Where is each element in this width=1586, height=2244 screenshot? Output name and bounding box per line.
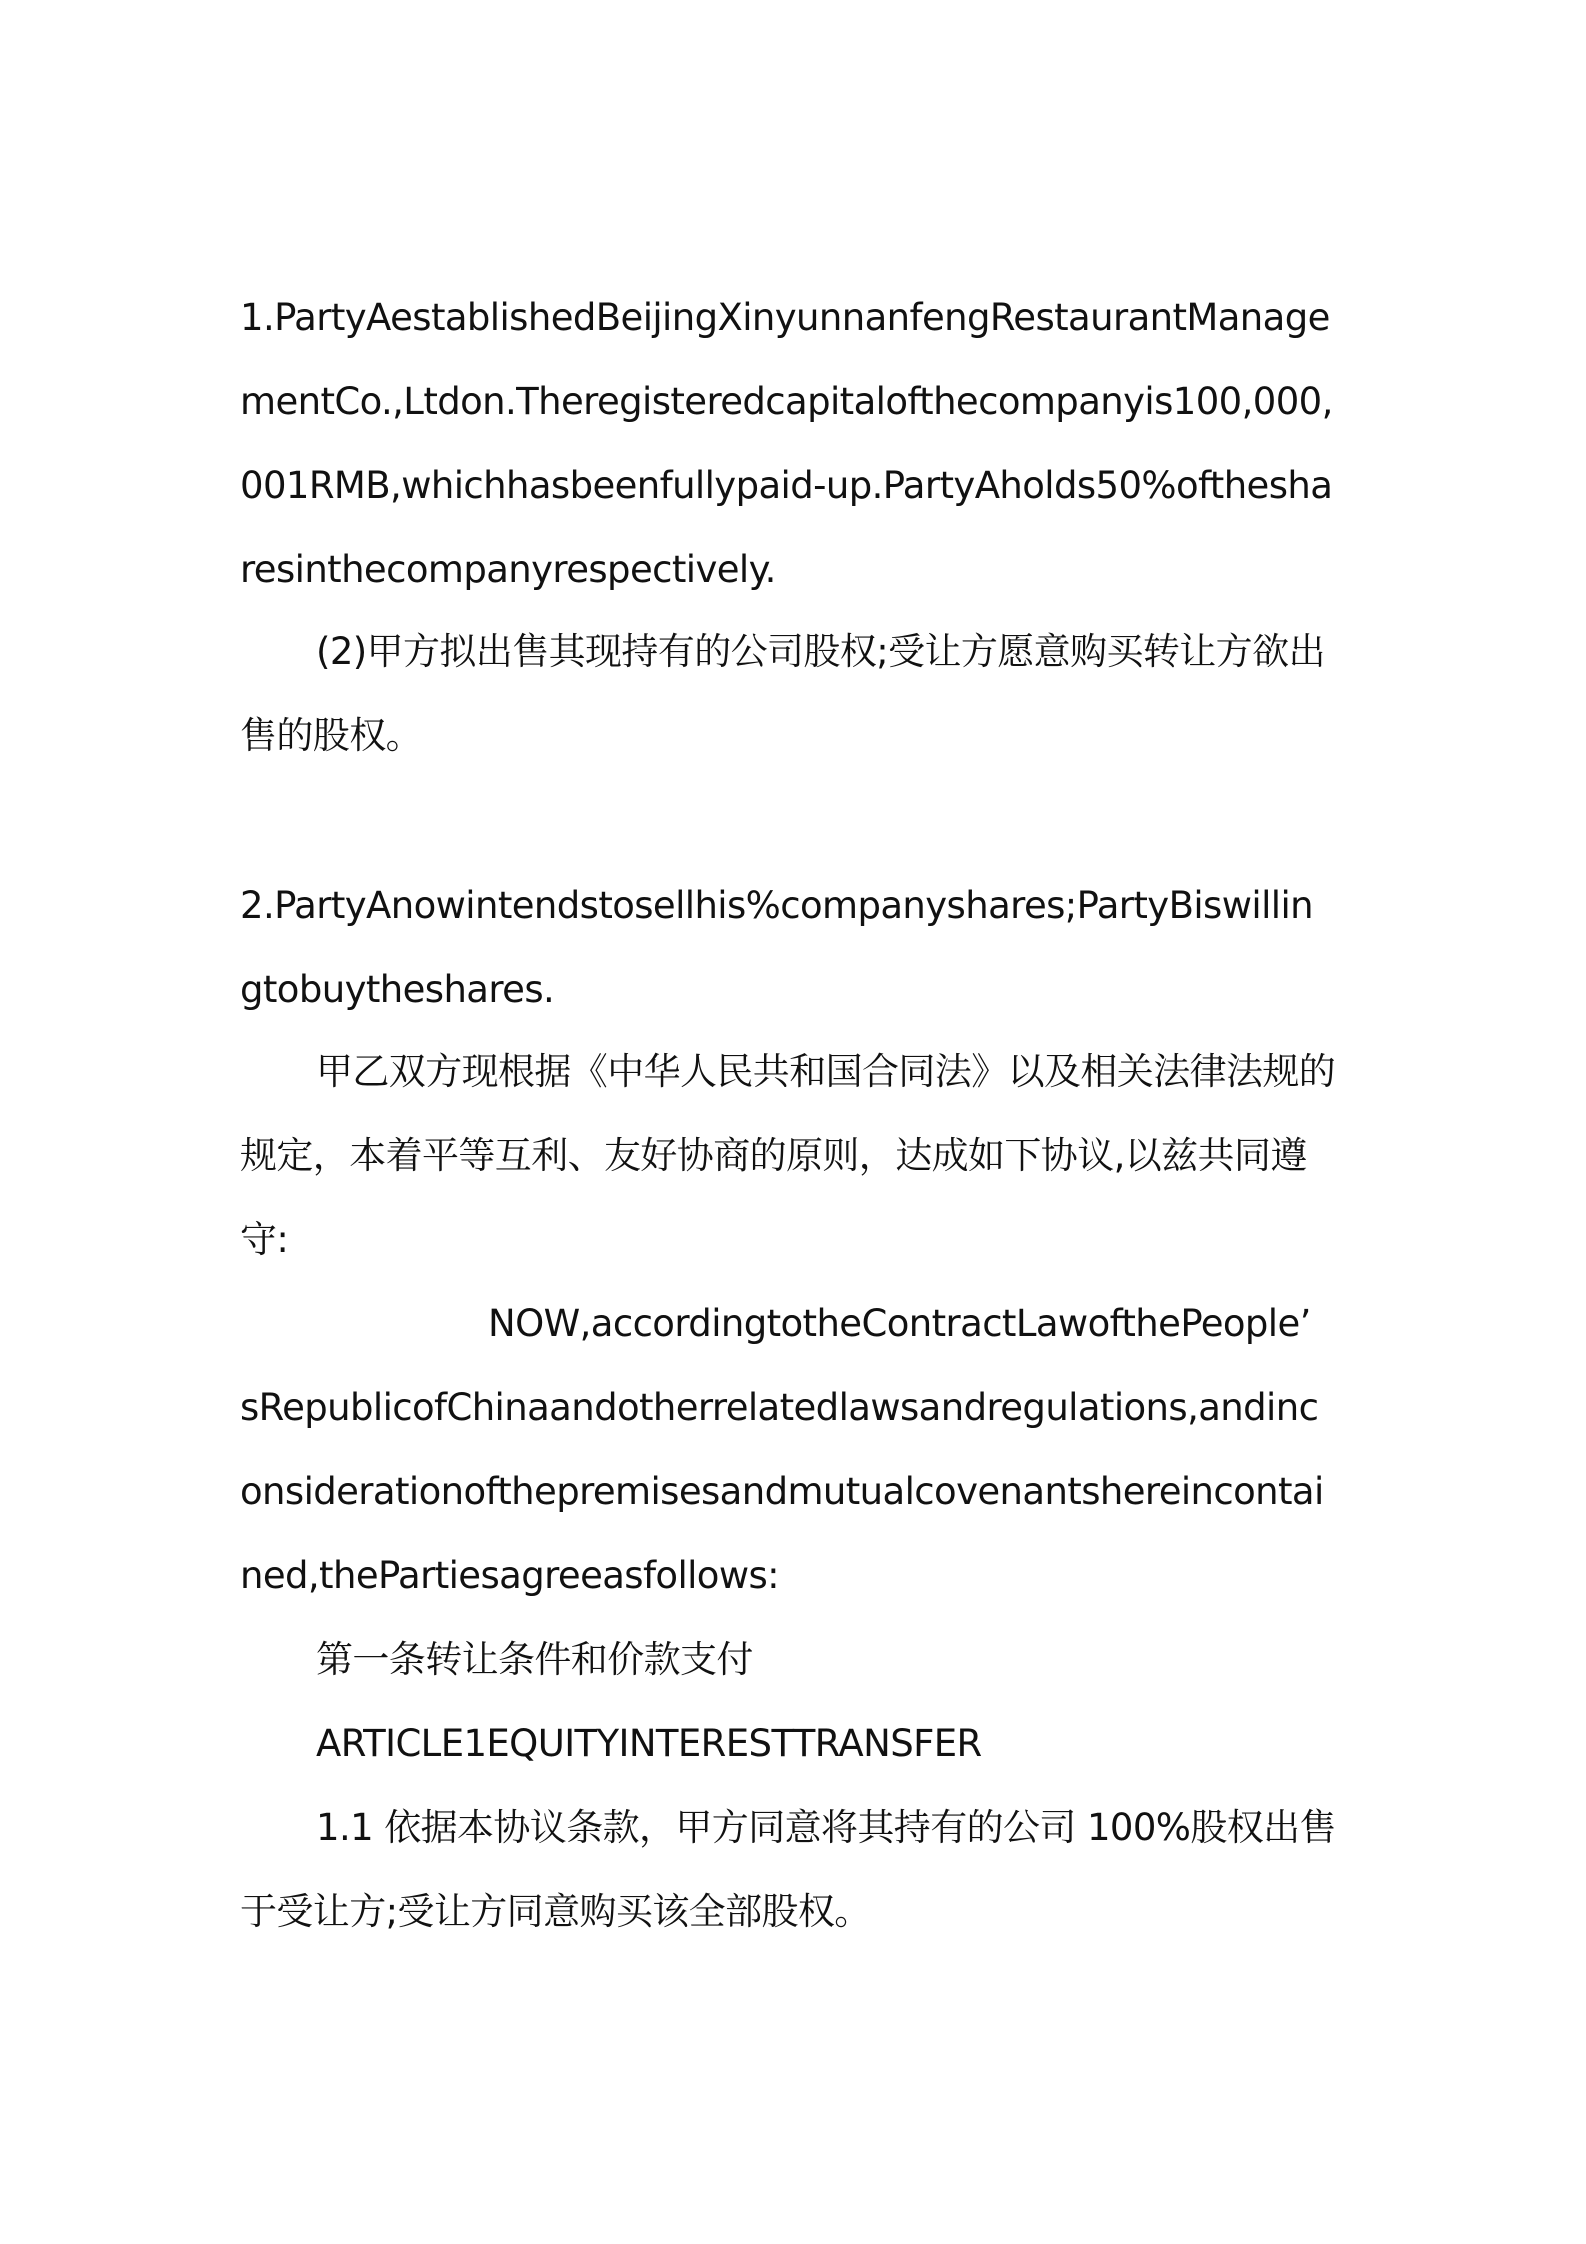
text-line: resinthecompanyrespectively. — [240, 548, 776, 591]
text-line: gtobuytheshares. — [240, 968, 555, 1011]
text-line: 售的股权。 — [240, 714, 422, 757]
party-a-established-paragraph — [240, 276, 1360, 612]
text-line: ned,thePartiesagreeasfollows: — [240, 1554, 780, 1597]
text-line: 甲乙双方现根据《中华人民共和国合同法》以及相关法律法规的 — [316, 1050, 1336, 1093]
article-1-heading-cn-block — [240, 1618, 1360, 1702]
text-line: (2)甲方拟出售其现持有的公司股权;受让方愿意购买转让方欲出 — [316, 630, 1325, 673]
text-line: 1.1 依据本协议条款，甲方同意将其持有的公司 100%股权出售 — [316, 1806, 1336, 1849]
share-sale-paragraph-cn — [240, 610, 1360, 778]
text-line: mentCo.,Ltdon.Theregisteredcapitalofthecompanyis100,000, — [240, 380, 1333, 423]
share-sale-paragraph-en — [240, 864, 1360, 1032]
text-line: 规定，本着平等互利、友好协商的原则，达成如下协议,以兹共同遵 — [240, 1134, 1307, 1177]
text-line: onsiderationofthepremisesandmutualcovenantshereincontai — [240, 1470, 1324, 1513]
text-line: 001RMB,whichhasbeenfullypaid-up.PartyAholds50%ofthesha — [240, 464, 1333, 507]
text-line: 1.PartyAestablishedBeijingXinyunnanfengRestaurantManage — [240, 296, 1330, 339]
clause-1-1-paragraph — [240, 1786, 1360, 1954]
recital-paragraph-cn — [240, 1030, 1360, 1282]
article-heading-cn: 第一条转让条件和价款支付 — [316, 1638, 753, 1681]
text-line: 2.PartyAnowintendstosellhis%companyshares;PartyBiswillin — [240, 884, 1313, 927]
text-line: 守: — [240, 1218, 289, 1261]
article-heading-en: ARTICLE1EQUITYINTERESTTRANSFER — [316, 1722, 982, 1765]
text-line: sRepublicofChinaandotherrelatedlawsandregulations,andinc — [240, 1386, 1319, 1429]
recital-paragraph-en — [240, 1282, 1360, 1618]
text-line: 于受让方;受让方同意购买该全部股权。 — [240, 1890, 871, 1933]
article-1-heading-en-block — [240, 1702, 1360, 1786]
text-line: NOW,accordingtotheContractLawofthePeople’ — [488, 1302, 1311, 1345]
